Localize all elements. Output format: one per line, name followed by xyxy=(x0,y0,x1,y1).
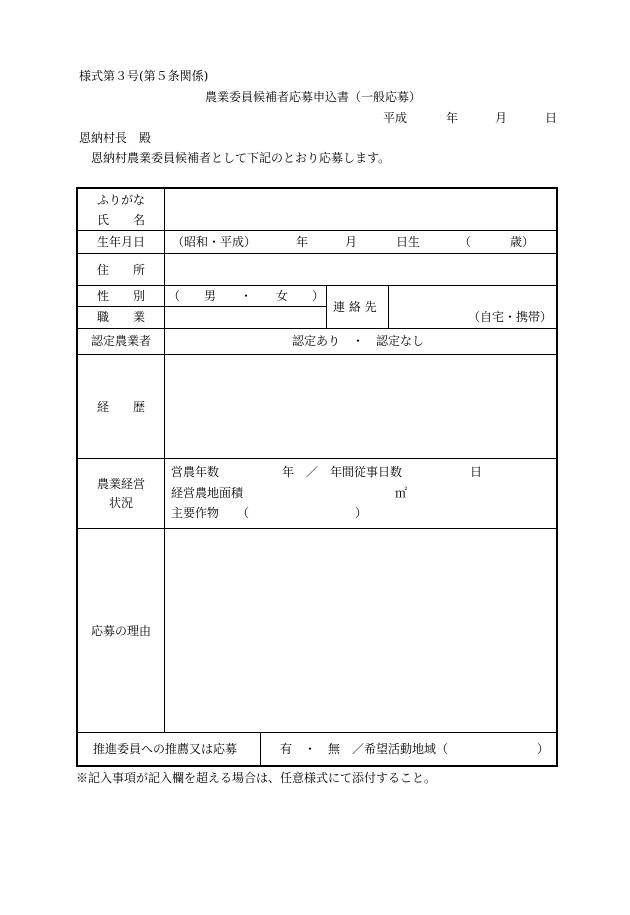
addressee: 恩納村長 殿 xyxy=(79,131,152,145)
occupation-field[interactable] xyxy=(166,307,325,327)
birth-age-open: （ xyxy=(459,235,472,249)
table-border-right xyxy=(556,187,558,767)
address-field[interactable] xyxy=(166,254,555,284)
date-era: 平成 xyxy=(383,111,408,125)
birth-year: 年 xyxy=(296,235,309,249)
reason-field[interactable] xyxy=(166,529,555,731)
name-field[interactable] xyxy=(166,189,555,229)
row-line xyxy=(77,285,557,286)
sex-options[interactable]: （ 男 ・ 女 ） xyxy=(168,289,325,303)
career-label: 経 歴 xyxy=(97,400,146,414)
farm-label-line2: 状況 xyxy=(109,496,134,510)
date-day: 日 xyxy=(545,111,558,125)
contact-divider-right xyxy=(388,286,389,328)
birth-label: 生年月日 xyxy=(97,235,146,249)
certified-label: 認定農業者 xyxy=(91,334,152,348)
table-border-left xyxy=(76,187,78,767)
sex-label: 性 別 xyxy=(97,289,146,303)
birth-era: （昭和・平成） xyxy=(172,235,257,249)
form-number: 様式第３号(第５条関係) xyxy=(79,69,209,83)
recommend-close: ） xyxy=(537,742,550,756)
address-label: 住 所 xyxy=(97,263,146,277)
certified-options[interactable]: 認定あり ・ 認定なし xyxy=(292,334,425,348)
intro-text: 恩納村農業委員候補者として下記のとおり応募します。 xyxy=(91,151,391,165)
recommend-options[interactable]: 有 ・ 無 ／希望活動地域（ xyxy=(280,742,449,756)
row-line xyxy=(77,458,557,459)
reason-label: 応募の理由 xyxy=(91,624,152,638)
date-year: 年 xyxy=(446,111,459,125)
birth-month: 月 xyxy=(345,235,358,249)
contact-field[interactable] xyxy=(390,287,555,307)
footnote: ※記入事項が記入欄を超える場合は、任意様式にて添付すること。 xyxy=(76,771,437,785)
occupation-label: 職 業 xyxy=(97,310,146,324)
farm-crops-close: ） xyxy=(355,506,368,520)
name-label: 氏 名 xyxy=(97,213,146,227)
page-title: 農業委員候補者応募申込書（一般応募） xyxy=(205,90,422,104)
label-column-divider xyxy=(164,188,165,732)
row-line xyxy=(77,230,557,231)
recommend-label: 推進委員への推薦又は応募 xyxy=(93,742,238,756)
table-border-bottom xyxy=(76,765,558,767)
birth-age: 歳） xyxy=(510,235,535,249)
contact-label: 連 絡 先 xyxy=(333,300,377,314)
farm-area-label: 経営農地面積 xyxy=(171,486,244,500)
furigana-label: ふりがな xyxy=(97,193,146,207)
farm-years-label: 営農年数 xyxy=(171,465,220,479)
recommend-divider xyxy=(260,733,261,766)
date-month: 月 xyxy=(495,111,508,125)
row-line xyxy=(77,328,557,329)
farm-years-unit: 年 ／ 年間従事日数 xyxy=(282,465,403,479)
birth-day: 日生 xyxy=(396,235,421,249)
farm-crops-label: 主要作物 （ xyxy=(171,506,250,520)
farm-area-unit: ㎡ xyxy=(395,486,408,500)
contact-divider-left xyxy=(326,286,327,328)
row-line xyxy=(77,732,557,733)
farm-days-unit: 日 xyxy=(470,465,483,479)
contact-note: （自宅・携帯） xyxy=(468,310,553,324)
career-field[interactable] xyxy=(166,355,555,457)
farm-label-line1: 農業経営 xyxy=(97,477,146,491)
